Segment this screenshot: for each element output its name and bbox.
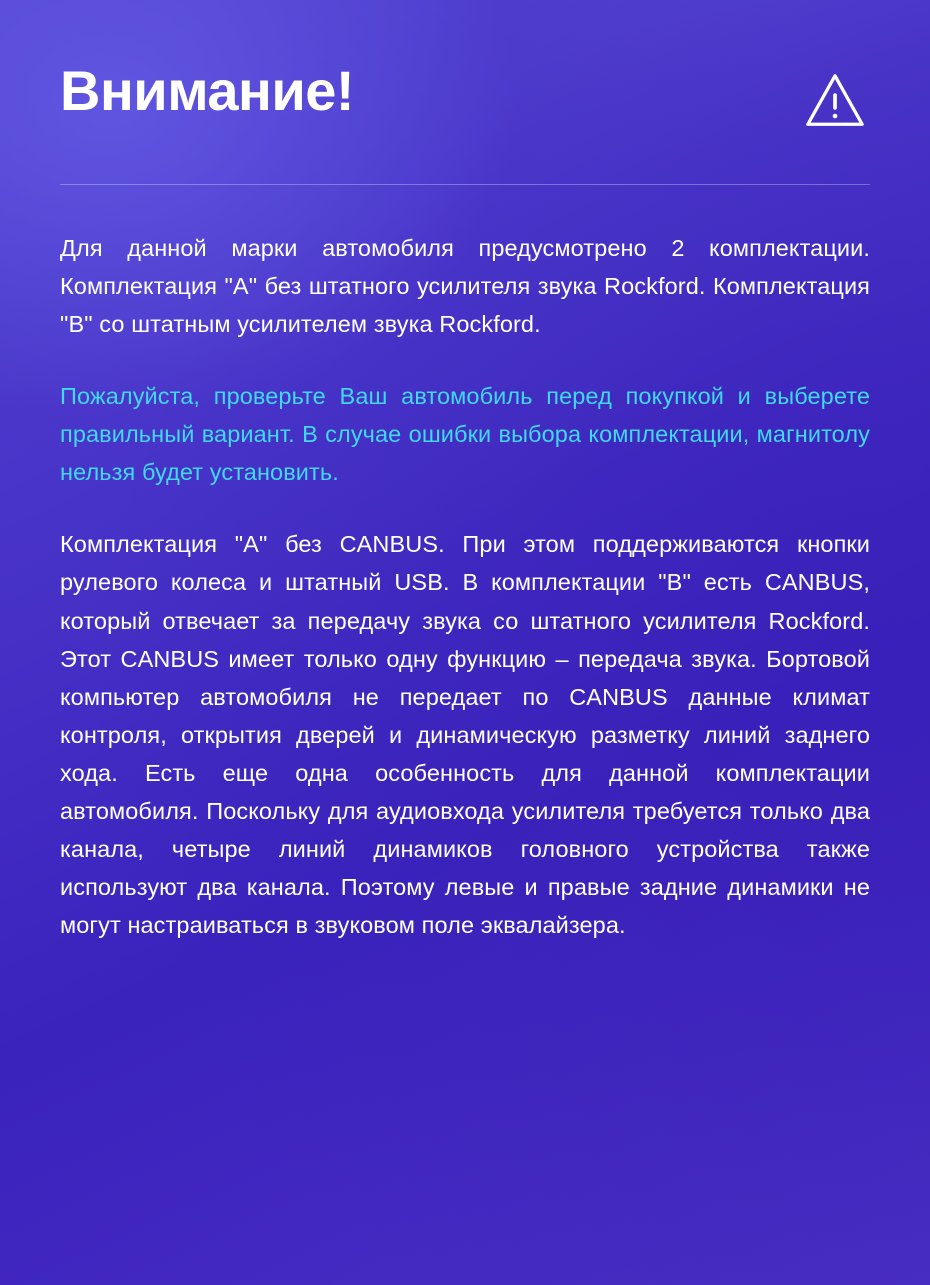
paragraph-intro: Для данной марки автомобиля предусмотрено 2 комплектации. Комплектация "A" без штатного усилителя звука Rockford. Комплектация "B" со штатным усилителем звука Rockford. <box>60 235 870 338</box>
page-title: Внимание! <box>60 59 355 122</box>
page-header <box>60 56 870 132</box>
warning-body <box>60 229 870 944</box>
paragraph-check-notice: Пожалуйста, проверьте Ваш автомобиль перед покупкой и выберете правильный вариант. В случае ошибки выбора комплектации, магнитолу нельзя будет установить. <box>60 383 870 486</box>
warning-triangle-icon <box>804 70 866 132</box>
header-divider <box>60 184 870 185</box>
paragraph-canbus-details: Комплектация "A" без CANBUS. При этом поддерживаются кнопки рулевого колеса и штатный USB. В комплектации "B" есть CANBUS, который отвечает за передачу звука со штатного усилителя Rockford. Этот CANBUS имеет только одну функцию – передача звука. Бортовой компьютер автомобиля не передает по CANBUS данные климат контроля, открытия дверей и динамическую разметку линий заднего хода. Есть еще одна особенность для данной комплектации автомобиля. Поскольку для аудиовхода усилителя требуется только два канала, четыре линий динамиков головного устройства также используют два канала. Поэтому левые и правые задние динамики не могут настраиваться в звуковом поле эквалайзера. <box>60 531 870 938</box>
